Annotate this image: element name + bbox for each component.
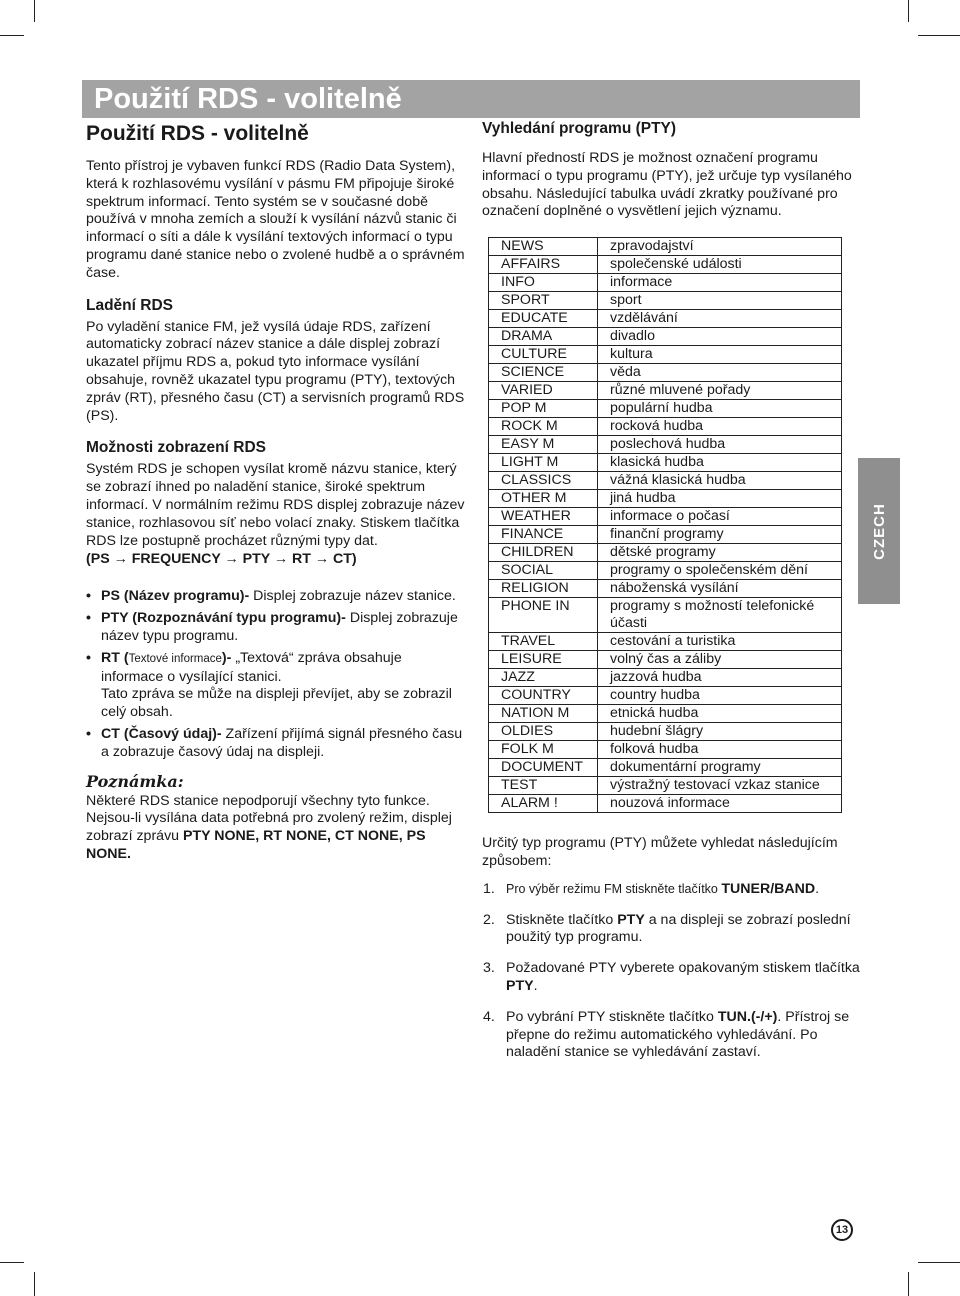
pty-code: SPORT [489,292,598,310]
crop-mark [34,0,35,22]
pty-code: POP M [489,400,598,418]
pty-code: DRAMA [489,328,598,346]
pty-meaning: vzdělávání [598,310,842,328]
pty-meaning: dokumentární programy [598,759,842,777]
step-number: 4. [483,1008,495,1025]
intro-paragraph: Tento přístroj je vybaven funkcí RDS (Radio Data System), která k rozhlasovému vysílání v pásmu FM připojuje široké spektrum informací. Tento systém se v současné době používá v mnoha zemích a slouží k vysílání názvů stanic či informací o síti a dále k vysílání textových informací o typu programu dané stanice nebo o zvolené hudbě a o správném čase. [86,158,465,281]
pty-intro-paragraph: Hlavní předností RDS je možnost označení programu informací o typu programu (PTY), jež určuje typ vysílaného obsahu. Následující tabulka uvádí zkratky používané pro označení doplněné o vysvětlení jejich významu. [482,150,852,220]
bullet-term-small: Textové informace [128,652,222,665]
crop-mark [908,0,909,22]
table-row [489,274,842,292]
pty-meaning: poslechová hudba [598,436,842,454]
table-row [489,526,842,544]
pty-code: TRAVEL [489,633,598,651]
table-row [489,795,842,813]
step-button-name: TUNER/BAND [721,880,816,897]
note-paragraph [86,793,466,864]
table-row [489,562,842,580]
right-column [482,120,862,1075]
pty-code: EASY M [489,436,598,454]
list-item [86,588,466,606]
pty-code: ALARM ! [489,795,598,813]
pty-code: CHILDREN [489,544,598,562]
pty-code: SCIENCE [489,364,598,382]
table-row [489,759,842,777]
search-steps [482,881,862,1062]
table-row [489,777,842,795]
pty-meaning: populární hudba [598,400,842,418]
section-banner: Použití RDS - volitelně [82,80,860,118]
step-text: . [533,977,538,994]
search-intro: Určitý typ programu (PTY) můžete vyhledat následujícím způsobem: [482,835,838,869]
pty-meaning: programy o společenském dění [598,562,842,580]
pty-code: LEISURE [489,651,598,669]
table-row [489,418,842,436]
pty-code: RELIGION [489,580,598,598]
crop-mark [0,35,24,36]
pty-meaning: kultura [598,346,842,364]
table-row [489,705,842,723]
bullet-text: „Textová“ zpráva obsahuje informace o vysílající stanici. [101,649,402,685]
pty-code: VARIED [489,382,598,400]
table-row [489,490,842,508]
step-text: . [815,880,820,897]
table-row [489,651,842,669]
pty-code: ROCK M [489,418,598,436]
table-row [489,310,842,328]
table-row [489,472,842,490]
step-text: Po vybrání PTY stiskněte tlačítko [506,1008,718,1025]
table-row [489,723,842,741]
table-row [489,598,842,633]
step-text: Požadované PTY vyberete opakovaným stiskem tlačítka [506,960,860,977]
pty-meaning: informace o počasí [598,508,842,526]
bullet-text: Displej zobrazuje název stanice. [249,588,456,605]
list-item [86,650,466,722]
table-row [489,400,842,418]
pty-code: WEATHER [489,508,598,526]
pty-table [488,237,842,813]
pty-code: EDUCATE [489,310,598,328]
page-number: 13 [831,1219,853,1241]
pty-meaning: rocková hudba [598,418,842,436]
table-row [489,741,842,759]
bullet-term: PS (Název programu)- [101,588,250,605]
pty-heading: Vyhledání programu (PTY) [482,120,677,137]
step-item [482,1009,862,1062]
pty-meaning: různé mluvené pořady [598,382,842,400]
pty-meaning: finanční programy [598,526,842,544]
pty-code: PHONE IN [489,598,598,633]
crop-mark [34,1272,35,1296]
pty-meaning: informace [598,274,842,292]
note-bold-text: PTY NONE, RT NONE, CT NONE, PS NONE. [86,828,426,862]
pty-meaning: divadlo [598,328,842,346]
step-text: Pro výběr režimu FM stiskněte tlačítko [506,881,722,896]
pty-code: AFFAIRS [489,256,598,274]
pty-meaning: cestování a turistika [598,633,842,651]
step-text: a na displeji se zobrazí poslední použitý typ programu. [506,911,851,946]
pty-code: SOCIAL [489,562,598,580]
table-row [489,328,842,346]
tuning-paragraph: Po vyladění stanice FM, jež vysílá údaje RDS, zařízení automaticky zobrací název stanice a dále displej zobrazí ukazatel příjmu RDS a, pokud tyto informace vysílání obsahuje, rovněž ukazatel typu programu (PTY), textových zpráv (RT), přesného času (CT) a servisních programů RDS (PS). [86,318,465,424]
pty-meaning: volný čas a záliby [598,651,842,669]
pty-code: FOLK M [489,741,598,759]
pty-meaning: výstražný testovací vzkaz stanice [598,777,842,795]
step-item [482,960,862,996]
pty-code: NEWS [489,238,598,256]
pty-code: JAZZ [489,669,598,687]
step-number: 3. [483,960,495,977]
bullet-text: Displej zobrazuje název typu programu. [101,610,458,644]
pty-meaning: věda [598,364,842,382]
table-row [489,292,842,310]
step-text: . Přístroj se přepne do režimu automatického vyhledávání. Po naladění stanice se vyhledávání zastaví. [506,1008,850,1061]
pty-meaning: zpravodajství [598,238,842,256]
pty-code: CLASSICS [489,472,598,490]
table-row [489,346,842,364]
bullet-term: RT ( [101,649,129,666]
pty-code: INFO [489,274,598,292]
pty-meaning: hudební šlágry [598,723,842,741]
pty-code: DOCUMENT [489,759,598,777]
pty-meaning: folková hudba [598,741,842,759]
table-row [489,382,842,400]
left-column [86,120,466,878]
pty-meaning: dětské programy [598,544,842,562]
crop-mark [0,1262,24,1263]
display-heading: Možnosti zobrazení RDS [86,439,266,457]
pty-meaning: náboženská vysílání [598,580,842,598]
step-button-name: PTY [506,977,534,994]
pty-code: NATION M [489,705,598,723]
list-item [86,726,466,762]
pty-meaning: programy s možností telefonické účasti [598,598,842,633]
pty-meaning: sport [598,292,842,310]
pty-meaning: společenské události [598,256,842,274]
display-modes-list [86,588,466,761]
language-tab [858,458,900,604]
note-title: Poznámka: [86,771,184,791]
step-button-name: TUN.(-/+) [717,1008,778,1025]
step-text: Stiskněte tlačítko [506,911,618,928]
pty-code: FINANCE [489,526,598,544]
bullet-text: Zařízení přijímá signál přesného času a zobrazuje časový údaj na displeji. [101,725,463,760]
table-row [489,454,842,472]
table-row [489,669,842,687]
pty-meaning: klasická hudba [598,454,842,472]
pty-code: CULTURE [489,346,598,364]
pty-code: TEST [489,777,598,795]
step-item [482,912,862,948]
bullet-term: )- [221,649,232,666]
note-text: Některé RDS stanice nepodporují všechny tyto funkce. Nejsou-li vysílána data potřebná pro zvolený režim, displej zobrazí zprávu [86,792,452,845]
step-number: 2. [483,911,495,928]
bullet-term: CT (Časový údaj)- [101,725,222,742]
pty-code: OLDIES [489,723,598,741]
bullet-term: PTY (Rozpoznávání typu programu)- [101,610,346,627]
pty-meaning: country hudba [598,687,842,705]
pty-meaning: jiná hudba [598,490,842,508]
step-number: 1. [483,880,495,897]
table-row [489,633,842,651]
table-row [489,508,842,526]
display-sequence: (PS → FREQUENCY → PTY → RT → CT) [86,551,357,568]
list-item [86,610,466,646]
table-row [489,238,842,256]
table-row [489,544,842,562]
step-button-name: PTY [617,911,645,928]
crop-mark [918,35,960,36]
tuning-heading: Ladění RDS [86,296,173,314]
table-row [489,364,842,382]
page-title: Použití RDS - volitelně [86,122,309,145]
table-row [489,580,842,598]
crop-mark [908,1272,909,1296]
table-row [489,256,842,274]
pty-meaning: nouzová informace [598,795,842,813]
table-row [489,687,842,705]
crop-mark [918,1262,960,1263]
display-paragraph: Systém RDS je schopen vysílat kromě názvu stanice, který se zobrazí ihned po naladění stanice, široké spektrum informací. V normálním režimu RDS displej zobrazuje název stanice, rozhlasovou síť nebo volací znaky. Stiskem tlačítka RDS lze postupně procházet různými typy dat. [86,461,465,549]
pty-code: LIGHT M [489,454,598,472]
table-row [489,436,842,454]
language-tab-label: CZECH [870,502,888,560]
pty-code: COUNTRY [489,687,598,705]
bullet-text: Tato zpráva se může na displeji převíjet, aby se zobrazil celý obsah. [101,686,452,721]
pty-meaning: vážná klasická hudba [598,472,842,490]
pty-meaning: etnická hudba [598,705,842,723]
step-item [482,881,862,899]
pty-code: OTHER M [489,490,598,508]
pty-meaning: jazzová hudba [598,669,842,687]
